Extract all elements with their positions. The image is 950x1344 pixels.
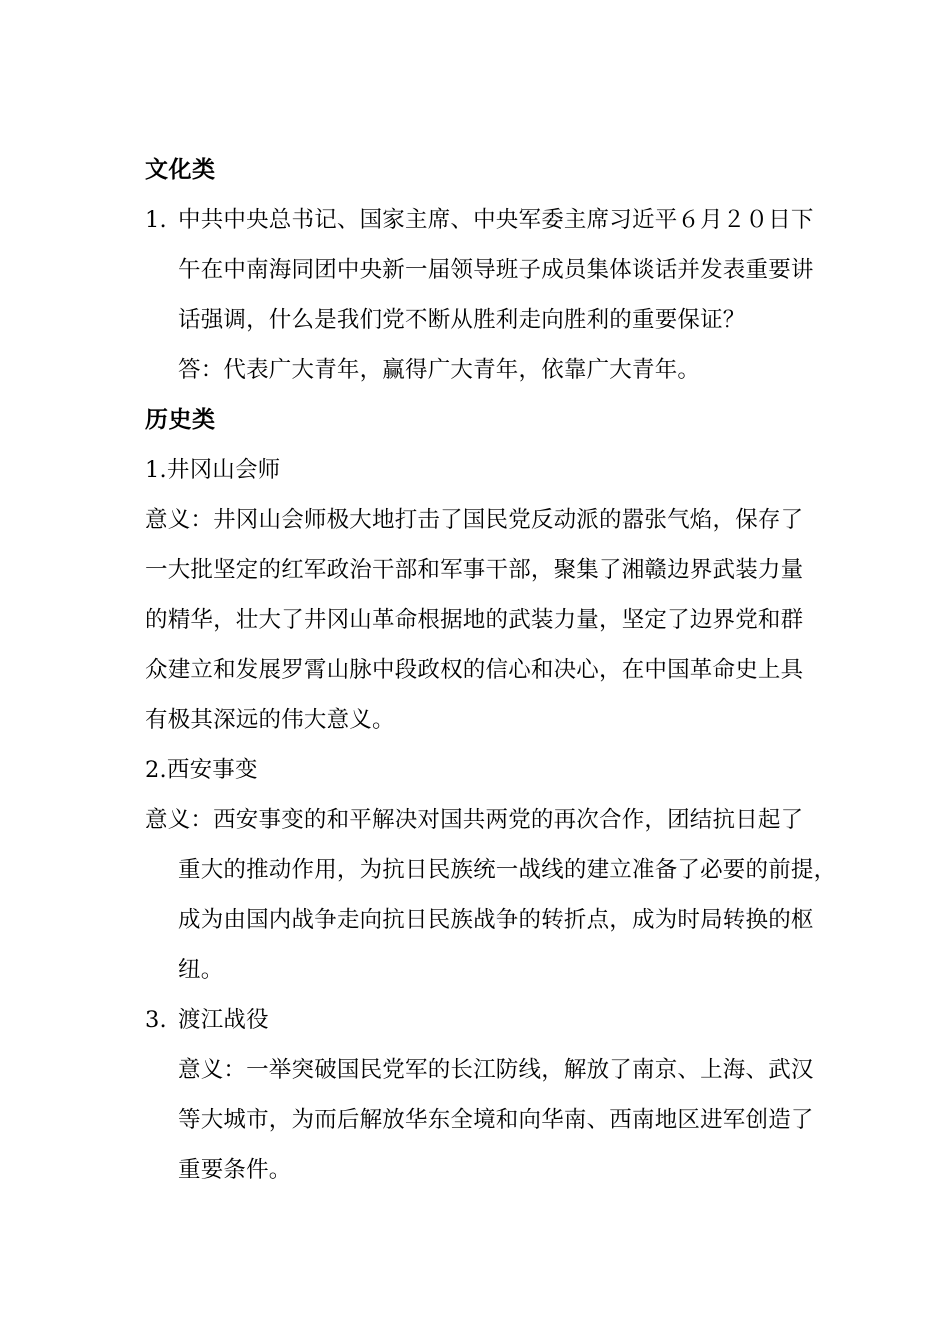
item-number: 3. — [145, 1007, 167, 1033]
item-meaning-line: 众建立和发展罗霄山脉中段政权的信心和决心，在中国革命史上具 — [145, 657, 804, 683]
question-line: 话强调，什么是我们党不断从胜利走向胜利的重要保证？ — [178, 307, 746, 333]
section-heading-culture: 文化类 — [145, 157, 216, 183]
item-title: 2.西安事变 — [145, 757, 258, 783]
answer-line: 答：代表广大青年，赢得广大青年，依靠广大青年。 — [178, 357, 701, 383]
item-meaning-line: 有极其深远的伟大意义。 — [145, 707, 395, 733]
item-meaning-line: 一大批坚定的红军政治干部和军事干部，聚集了湘赣边界武装力量 — [145, 557, 804, 583]
item-title: 1.井冈山会师 — [145, 457, 281, 483]
item-meaning-line: 的精华，壮大了井冈山革命根据地的武装力量，坚定了边界党和群 — [145, 607, 804, 633]
item-meaning-line: 等大城市，为而后解放华东全境和向华南、西南地区进军创造了 — [178, 1107, 814, 1133]
item-meaning-line: 意义：一举突破国民党军的长江防线，解放了南京、上海、武汉 — [178, 1057, 814, 1083]
item-title: 渡江战役 — [178, 1007, 269, 1033]
item-meaning-line: 重要条件。 — [178, 1157, 292, 1183]
item-meaning-line: 意义：西安事变的和平解决对国共两党的再次合作，团结抗日起了 — [145, 807, 804, 833]
section-heading-history: 历史类 — [145, 407, 216, 433]
item-meaning-line: 意义：井冈山会师极大地打击了国民党反动派的嚣张气焰，保存了 — [145, 507, 804, 533]
item-meaning-line: 纽。 — [178, 957, 224, 983]
item-meaning-line: 重大的推动作用，为抗日民族统一战线的建立准备了必要的前提， — [178, 857, 837, 883]
question-number: 1. — [145, 207, 167, 233]
item-meaning-line: 成为由国内战争走向抗日民族战争的转折点，成为时局转换的枢 — [178, 907, 814, 933]
question-line: 中共中央总书记、国家主席、中央军委主席习近平６月２０日下 — [178, 207, 814, 233]
question-line: 午在中南海同团中央新一届领导班子成员集体谈话并发表重要讲 — [178, 257, 814, 283]
